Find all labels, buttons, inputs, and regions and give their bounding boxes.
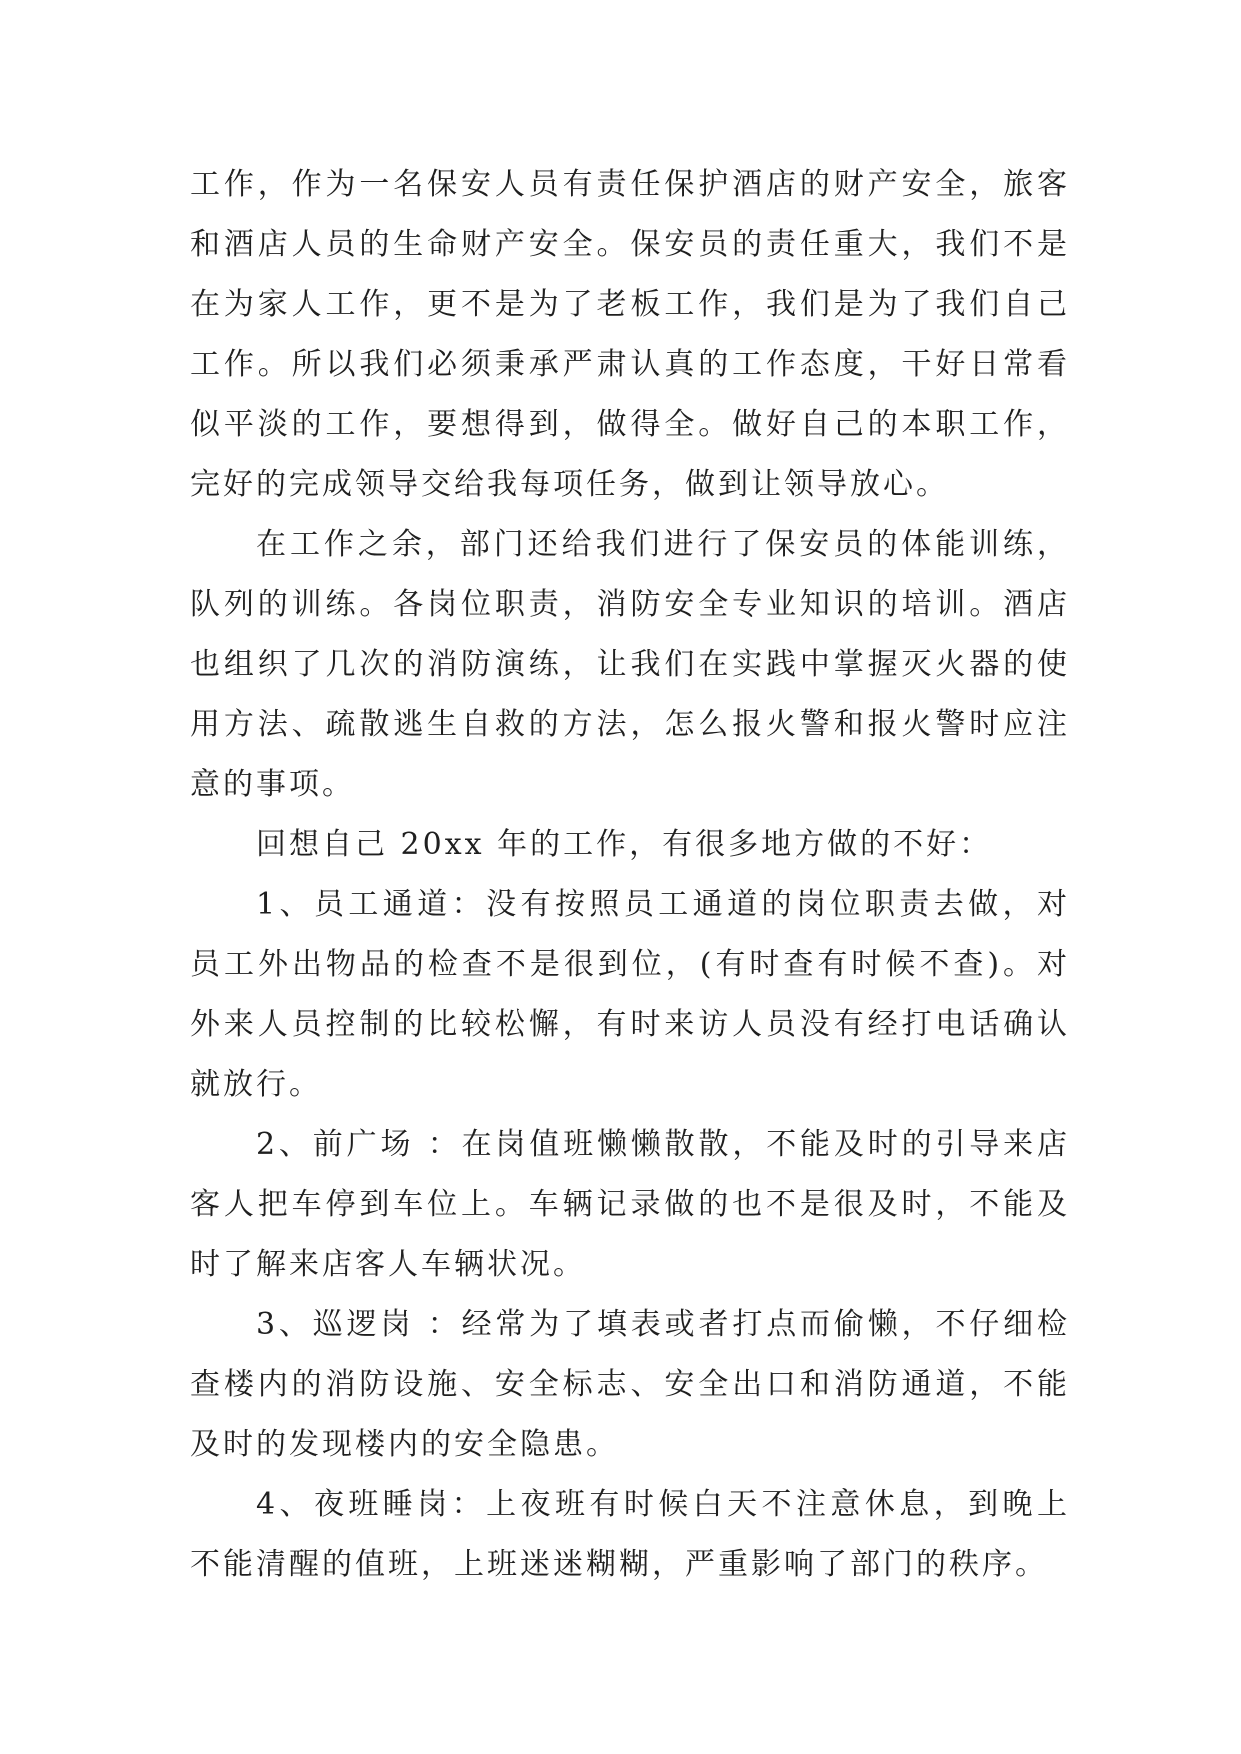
list-item-night-shift: 4、夜班睡岗：上夜班有时候白天不注意休息，到晚上不能清醒的值班，上班迷迷糊糊，严重影响了部门的秩序。 — [190, 1487, 1070, 1582]
document-body — [190, 155, 1070, 1595]
list-item-patrol-post: 3、巡逻岗 ：经常为了填表或者打点而偷懒，不仔细检查楼内的消防设施、安全标志、安全出口和消防通道，不能及时的发现楼内的安全隐患。 — [190, 1307, 1070, 1462]
paragraph-continuation: 工作，作为一名保安人员有责任保护酒店的财产安全，旅客和酒店人员的生命财产安全。保安员的责任重大，我们不是在为家人工作，更不是为了老板工作，我们是为了我们自己工作。所以我们必须秉承严肃认真的工作态度，干好日常看似平淡的工作，要想得到，做得全。做好自己的本职工作，完好的完成领导交给我每项任务，做到让领导放心。 — [190, 167, 1070, 502]
list-item-front-plaza: 2、前广场 ：在岗值班懒懒散散，不能及时的引导来店客人把车停到车位上。车辆记录做的也不是很及时，不能及时了解来店客人车辆状况。 — [190, 1127, 1070, 1282]
paragraph-review-intro: 回想自己 20xx 年的工作，有很多地方做的不好： — [256, 827, 993, 862]
list-item-staff-passage: 1、员工通道：没有按照员工通道的岗位职责去做，对员工外出物品的检查不是很到位，(有时查有时候不查)。对外来人员控制的比较松懈，有时来访人员没有经打电话确认就放行。 — [190, 887, 1070, 1102]
paragraph-training: 在工作之余，部门还给我们进行了保安员的体能训练，队列的训练。各岗位职责，消防安全专业知识的培训。酒店也组织了几次的消防演练，让我们在实践中掌握灭火器的使用方法、疏散逃生自救的方法，怎么报火警和报火警时应注意的事项。 — [190, 527, 1070, 802]
